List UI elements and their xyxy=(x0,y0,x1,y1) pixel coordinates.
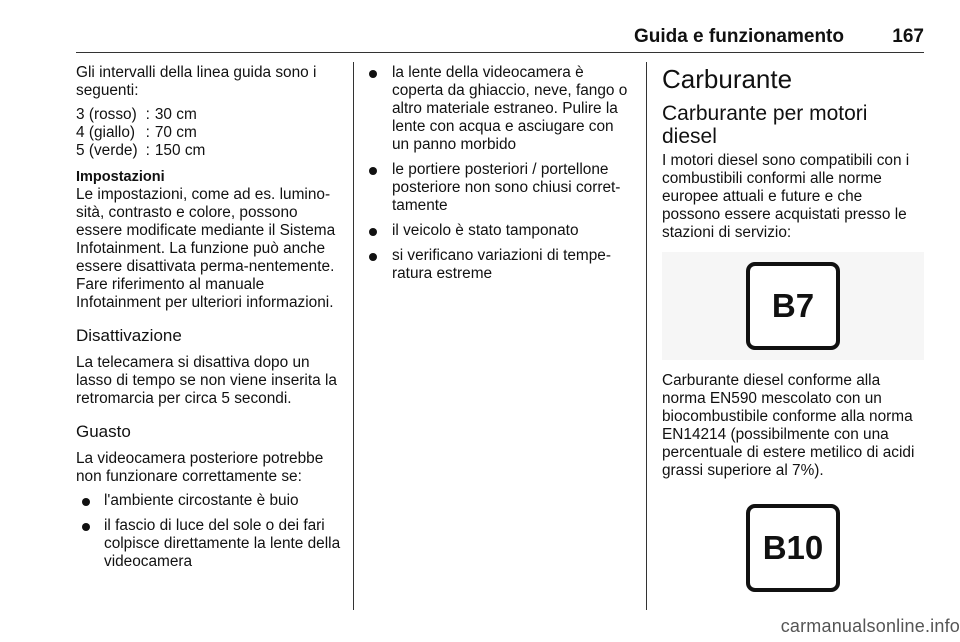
bullet-icon xyxy=(82,498,90,506)
column-1 xyxy=(76,64,342,578)
list-item xyxy=(369,222,633,240)
page-number: 167 xyxy=(892,26,924,47)
settings-heading: Impostazioni xyxy=(76,169,165,185)
b10-label-image xyxy=(662,494,924,602)
interval-separator: : xyxy=(145,106,150,123)
intervals-intro: Gli intervalli della linea guida sono i seguenti: xyxy=(76,64,317,99)
fault-bullet-list-continued xyxy=(369,64,633,283)
list-item-text: si verificano variazioni di tempe-ratura estreme xyxy=(392,247,611,282)
fault-text: La videocamera posteriore potrebbe non funzionare correttamente se: xyxy=(76,450,324,485)
interval-row xyxy=(76,142,205,160)
interval-separator: : xyxy=(145,142,150,159)
header-rule xyxy=(76,52,924,53)
interval-row xyxy=(76,124,205,142)
interval-label: 5 (verde) xyxy=(76,142,138,159)
b7-label-image xyxy=(662,252,924,360)
bullet-icon xyxy=(82,523,90,531)
list-item xyxy=(76,517,342,571)
interval-label: 4 (giallo) xyxy=(76,124,136,141)
list-item-text: le portiere posteriori / portellone posteriore non sono chiusi corret-tamente xyxy=(392,161,621,214)
deactivation-text: La telecamera si disattiva dopo un lasso di tempo se non viene inserita la retromarcia per circa 5 secondi. xyxy=(76,354,337,407)
column-3 xyxy=(662,64,924,614)
list-item-text: l'ambiente circostante è buio xyxy=(104,492,299,509)
list-item-text: la lente della videocamera è coperta da ghiaccio, neve, fango o altro materiale estraneo. Pulire la lente con acqua e asciugare con un panno morbido xyxy=(392,64,628,153)
b7-fuel-label-icon: B7 xyxy=(746,262,840,350)
watermark: carmanualsonline.info xyxy=(780,616,960,636)
section-subtitle: Carburante per motori diesel xyxy=(662,102,868,148)
column-2 xyxy=(369,64,633,290)
b10-fuel-label-icon: B10 xyxy=(746,504,840,592)
bullet-icon xyxy=(369,70,377,78)
fault-heading: Guasto xyxy=(76,422,131,441)
intervals-table xyxy=(76,106,205,160)
deactivation-heading: Disattivazione xyxy=(76,326,182,345)
diesel-intro: I motori diesel sono compatibili con i combustibili conformi alle norme europee attuali e future e che possono essere acquistati presso le stazioni di servizio: xyxy=(662,152,910,241)
bullet-icon xyxy=(369,167,377,175)
list-item xyxy=(369,247,633,283)
interval-value: 30 cm xyxy=(154,106,197,123)
list-item xyxy=(76,492,342,510)
interval-value: 150 cm xyxy=(154,142,206,159)
section-title: Carburante xyxy=(662,64,793,94)
bullet-icon xyxy=(369,253,377,261)
bullet-icon xyxy=(369,228,377,236)
column-divider-1 xyxy=(353,62,354,610)
list-item-text: il veicolo è stato tamponato xyxy=(392,222,579,239)
list-item xyxy=(369,161,633,215)
interval-value: 70 cm xyxy=(154,124,197,141)
page-header-title: Guida e funzionamento xyxy=(633,26,844,47)
fault-bullet-list xyxy=(76,492,342,571)
interval-separator: : xyxy=(145,124,150,141)
list-item xyxy=(369,64,633,154)
b7-description: Carburante diesel conforme alla norma EN590 mescolato con un biocombustibile conforme alla norma EN14214 (possibilmente con una percentuale di estere metilico di acidi grassi superiore al 7%). xyxy=(662,372,915,479)
interval-label: 3 (rosso) xyxy=(76,106,137,123)
column-divider-2 xyxy=(646,62,647,610)
interval-row xyxy=(76,106,205,124)
list-item-text: il fascio di luce del sole o dei fari colpisce direttamente la lente della videocamera xyxy=(104,517,341,570)
settings-text: Le impostazioni, come ad es. lumino-sità, contrasto e colore, possono essere modificate mediante il Sistema Infotainment. La funzione può anche essere disattivata perma-nentemente. Fare riferimento al manuale Infotainment per ulteriori informazioni. xyxy=(76,186,336,311)
